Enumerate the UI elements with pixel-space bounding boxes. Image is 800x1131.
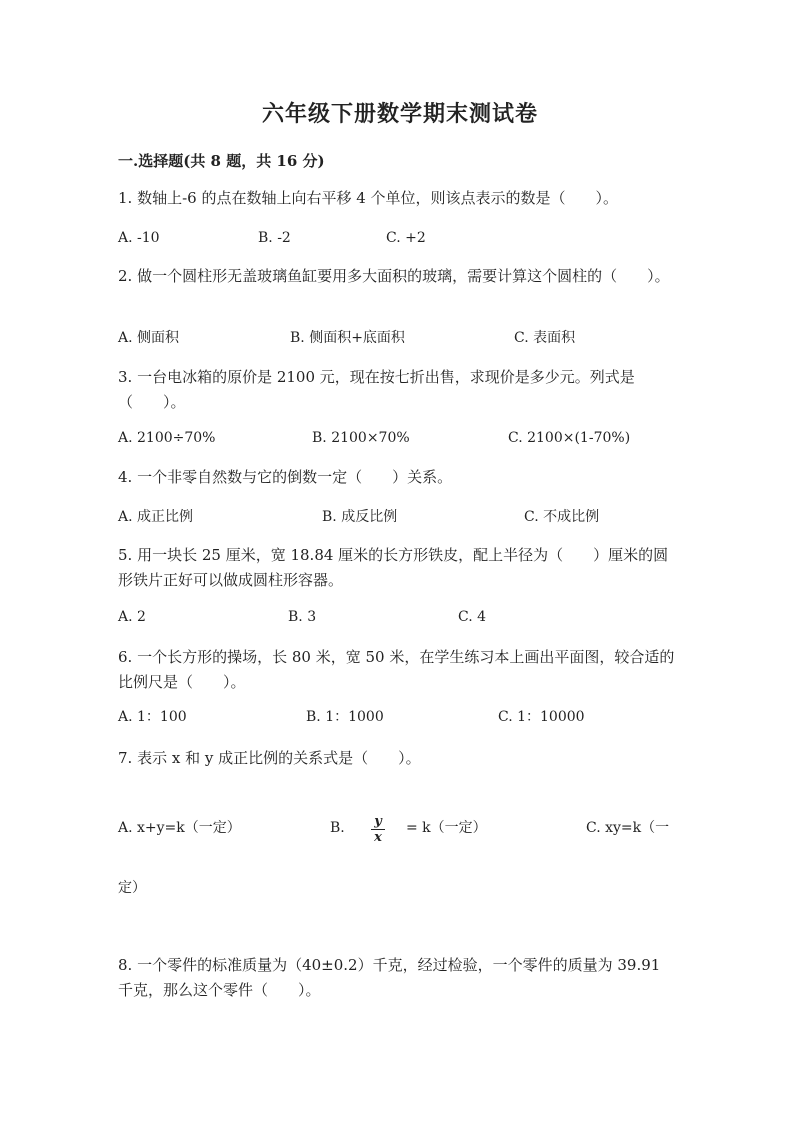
- q2-option-c: C. 表面积: [514, 330, 576, 346]
- q5-option-c: C. 4: [458, 609, 487, 625]
- q1-option-b: B. -2: [258, 230, 291, 246]
- q4-option-b: B. 成反比例: [322, 509, 398, 525]
- q6-option-a: A. 1：100: [118, 709, 187, 725]
- question-5: 5. 用一块长 25 厘米，宽 18.84 厘米的长方形铁皮，配上半径为（ ）厘米的圆形铁片正好可以做成圆柱形容器。: [118, 546, 669, 589]
- q6-option-b: B. 1：1000: [306, 709, 384, 725]
- question-6: 6. 一个长方形的操场，长 80 米，宽 50 米，在学生练习本上画出平面图，较合适的比例尺是（ ）。: [118, 648, 675, 691]
- section-heading: 一.选择题(共 8 题，共 16 分): [118, 152, 325, 170]
- q3-option-c: C. 2100×(1-70%): [508, 430, 631, 446]
- q5-option-a: A. 2: [118, 609, 146, 625]
- q7-option-b-fraction: [371, 815, 385, 844]
- q4-option-a: A. 成正比例: [118, 509, 194, 525]
- question-8: 8. 一个零件的标准质量为（40±0.2）千克，经过检验，一个零件的质量为 39.91 千克，那么这个零件（ ）。: [118, 956, 661, 999]
- fraction-denominator: x: [374, 830, 382, 845]
- q7-option-b-label: B.: [330, 820, 345, 836]
- q3-option-b: B. 2100×70%: [312, 430, 410, 446]
- q7-option-a: A. x+y=k（一定）: [118, 820, 241, 836]
- fraction-numerator: y: [374, 814, 382, 829]
- q7-option-b-text: = k（一定）: [406, 820, 487, 836]
- q7-option-c-continued: 定）: [118, 880, 146, 896]
- page-title: 六年级下册数学期末测试卷: [261, 101, 538, 127]
- q3-option-a: A. 2100÷70%: [118, 430, 216, 446]
- question-7: 7. 表示 x 和 y 成正比例的关系式是（ ）。: [118, 749, 421, 767]
- q7-option-c: C. xy=k（一: [586, 820, 670, 836]
- q2-option-a: A. 侧面积: [118, 330, 180, 346]
- question-4: 4. 一个非零自然数与它的倒数一定（ ）关系。: [118, 468, 453, 486]
- q5-option-b: B. 3: [288, 609, 317, 625]
- q1-option-a: A. -10: [118, 230, 160, 246]
- question-2: 2. 做一个圆柱形无盖玻璃鱼缸要用多大面积的玻璃，需要计算这个圆柱的（ ）。: [118, 267, 670, 285]
- q4-option-c: C. 不成比例: [524, 509, 600, 525]
- q2-option-b: B. 侧面积+底面积: [290, 330, 405, 346]
- question-3: 3. 一台电冰箱的原价是 2100 元，现在按七折出售，求现价是多少元。列式是（ ）。: [118, 368, 635, 411]
- q6-option-c: C. 1：10000: [498, 709, 585, 725]
- q1-option-c: C. +2: [386, 230, 426, 246]
- question-1: 1. 数轴上-6 的点在数轴上向右平移 4 个单位，则该点表示的数是（ ）。: [118, 189, 619, 207]
